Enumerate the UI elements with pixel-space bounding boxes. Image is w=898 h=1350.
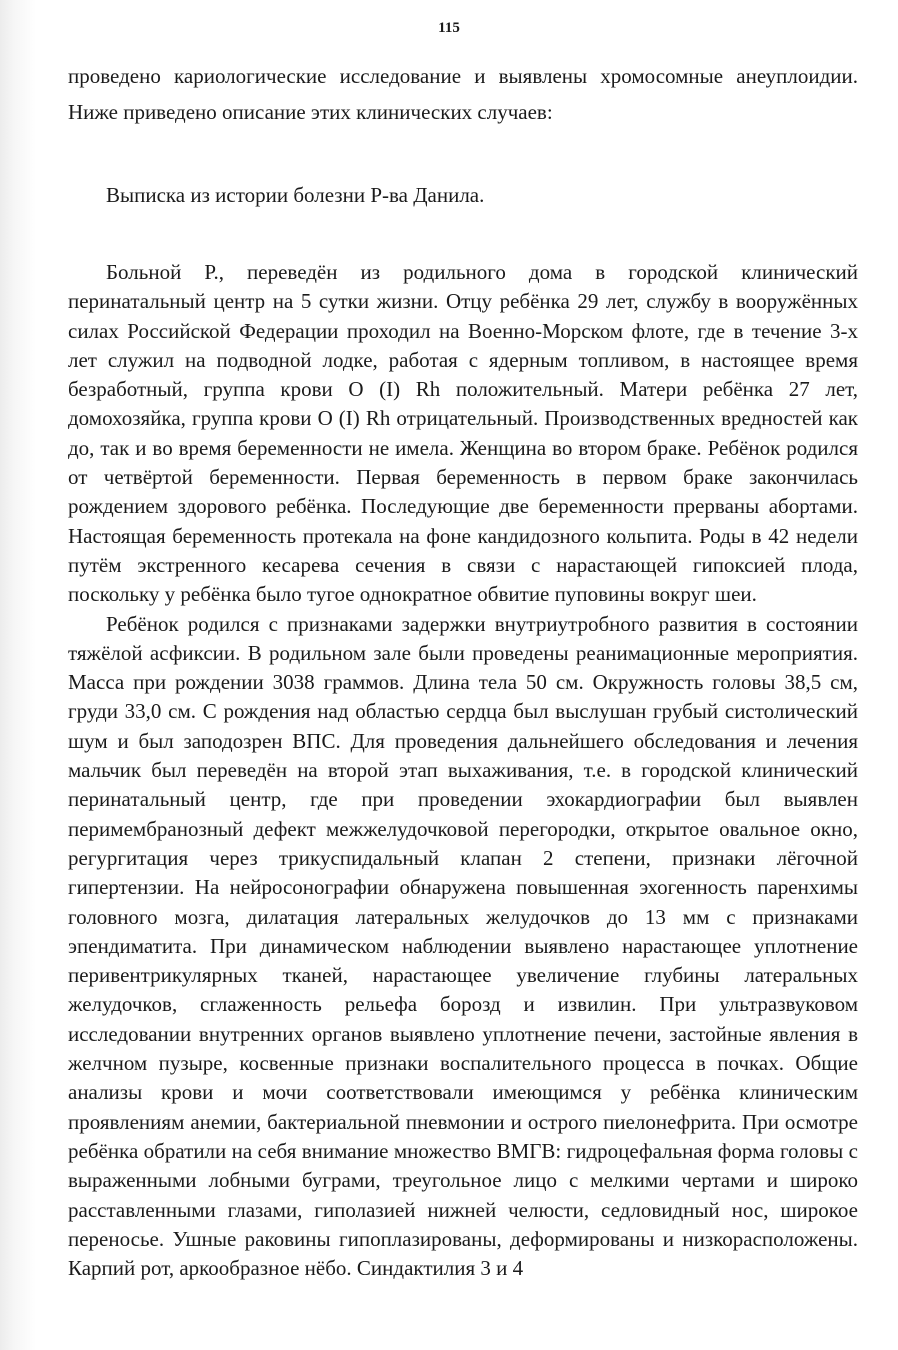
intro-paragraph: проведено кариологические исследование и выявлены хромосомные анеуплоидии. Ниже приведено описание этих клинических случаев: [68,64,858,124]
page-number: 115 [438,20,460,36]
paragraph-clinical-findings: Ребёнок родился с признаками задержки внутриутробного развития в состоянии тяжёлой асфиксии. В родильном зале были проведены реанимационные мероприятия. Масса при рождении 3038 граммов. Длина тела 50 см. Окружность головы 38,5 см, груди 33,0 см. С рождения над областью сердца был выслушан грубый систолический шум и был заподозрен ВПС. Для проведения дальнейшего обследования и лечения мальчик был переведён на второй этап выхаживания, т.е. в городской клинический перинатальный центр, где при проведении эхокардиографии был выявлен перимембранозный дефект межжелудочковой перегородки, открытое овальное окно, регургитация через трикуспидальный клапан 2 степени, признаки лёгочной гипертензии. На нейросонографии обнаружена повышенная эхогенность паренхимы головного мозга, дилатация латеральных желудочков до 13 мм с признаками эпендиматита. При динамическом наблюдении выявлено нарастающее уплотнение перивентрикулярных тканей, нарастающее увеличение глубины латеральных желудочков, сглаженность рельефа борозд и извилин. При ультразвуковом исследовании внутренних органов выявлено уплотнение печени, застойные явления в желчном пузыре, косвенные признаки воспалительного процесса в почках. Общие анализы крови и мочи соответствовали имеющимся у ребёнка клиническим проявлениям анемии, бактериальной пневмонии и острого пиелонефрита. При осмотре ребёнка обратили на себя внимание множество ВМГВ: гидроцефальная форма головы с выраженными лобными буграми, треугольное лицо с мелкими чертами и широко расставленными глазами, гиполазией нижней челюсти, седловидный нос, широкое переносье. Ушные раковины гипоплазированы, деформированы и низкорасположены. Карпий рот, аркообразное нёбо. Синдактилия 3 и 4 [68,611,858,1281]
section-heading: Выписка из истории болезни Р-ва Данила. [106,183,485,207]
body-text [68,258,858,1283]
paragraph-patient-history: Больной Р., переведён из родильного дома в городской клинический перинатальный центр на 5 сутки жизни. Отцу ребёнка 29 лет, службу в вооружённых силах Российской Федерации проходил на Военно-Морском флоте, где в течение 3-х лет служил на подводной лодке, работая с ядерным топливом, в настоящее время безработный, группа крови O (I) Rh положительный. Матери ребёнка 27 лет, домохозяйка, группа крови O (I) Rh отрицательный. Производственных вредностей как до, так и во время беременности не имела. Женщина во втором браке. Ребёнок родился от четвёртой беременности. Первая беременность в первом браке закончилась рождением здорового ребёнка. Последующие две беременности прерваны абортами. Настоящая беременность протекала на фоне кандидозного кольпита. Роды в 42 недели путём экстренного кесарева сечения в связи с нарастающей гипоксией плода, поскольку у ребёнка было тугое однократное обвитие пуповины вокруг шеи. [68,260,858,607]
